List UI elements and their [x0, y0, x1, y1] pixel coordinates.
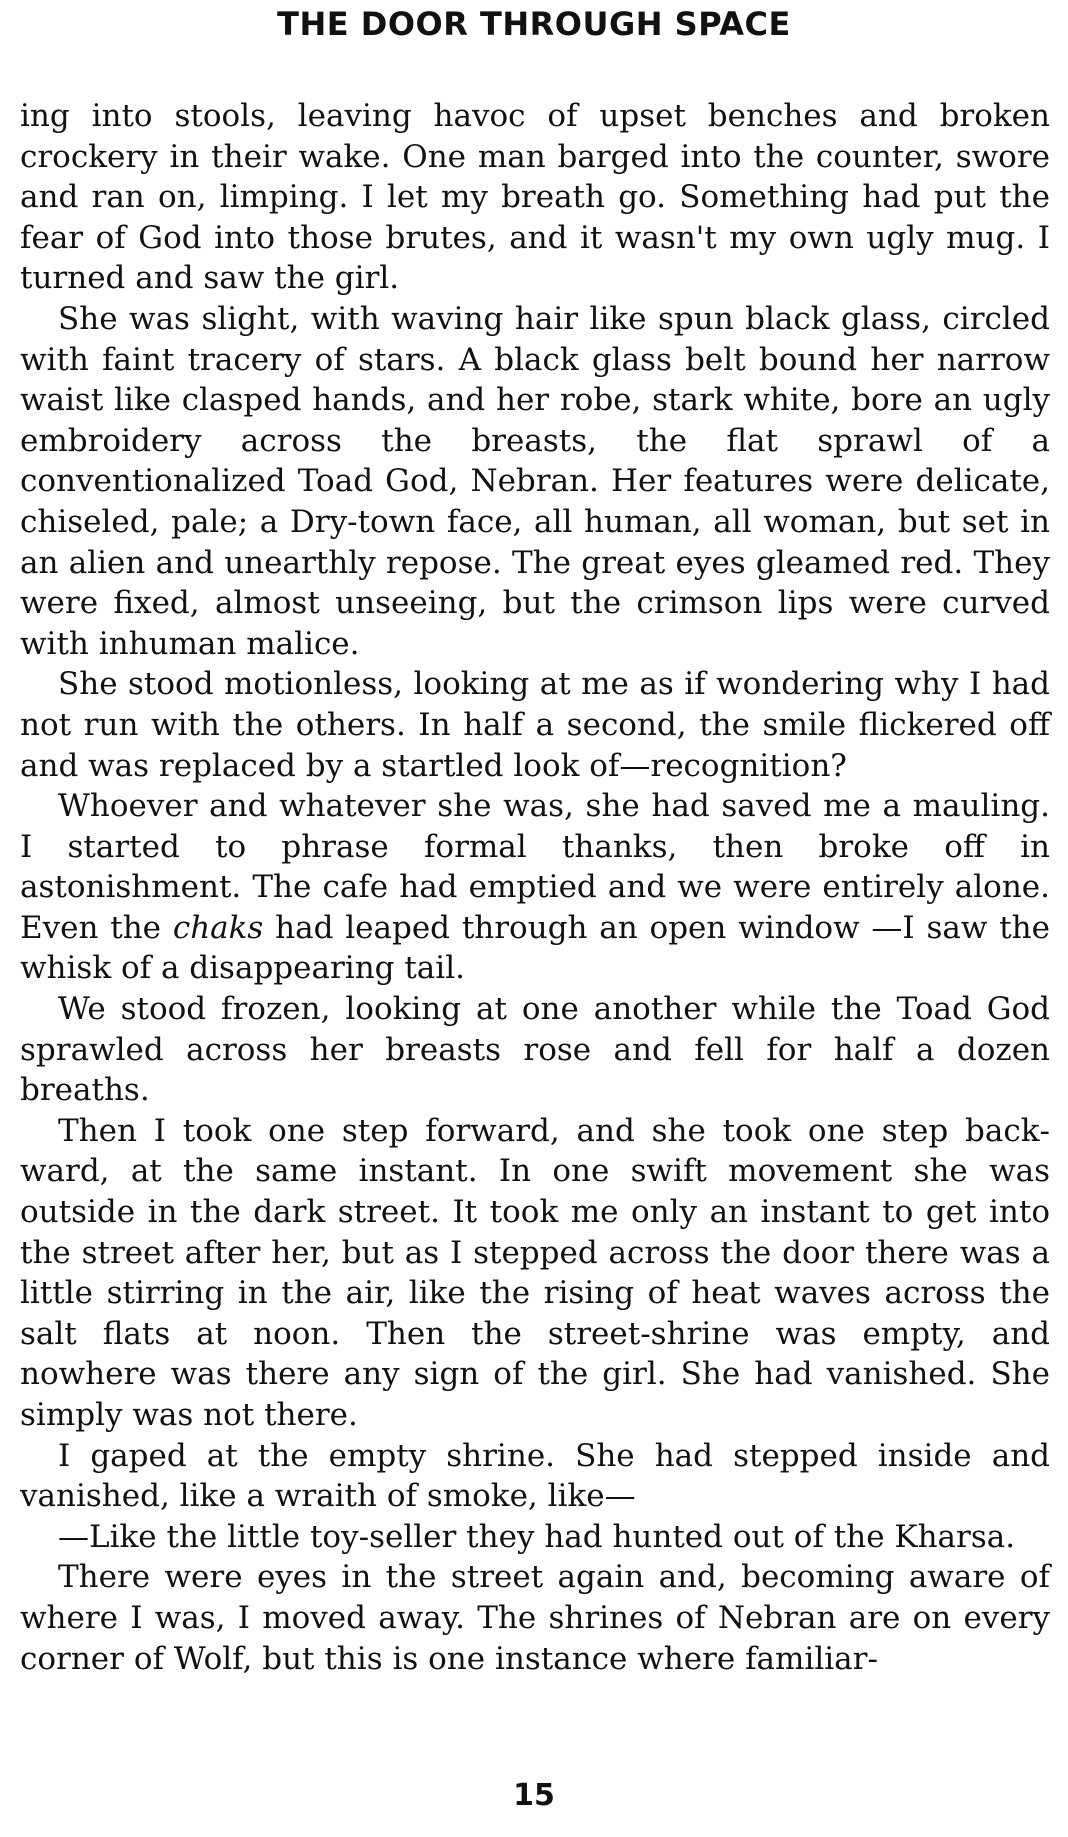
- paragraph-text: Whoever and whatever she was, she had saved me a mauling. I started to phrase formal thanks, then broke off in astonishment. The cafe had emptied and we were entirely alone. Even the: [20, 788, 1050, 946]
- running-title: THE DOOR THROUGH SPACE: [277, 5, 791, 43]
- paragraph: Then I took one step forward, and she took one step backward, at the same instant. In one swift movement she was outside in the dark street. It took me only an instant to get into the street after her, but as I stepped across the door there was a little stirring in the air, like the rising of heat waves across the salt flats at noon. Then the street-shrine was empty, and nowhere was there any sign of the girl. She had vanished. She simply was not there.: [20, 1112, 1050, 1433]
- paragraph: I gaped at the empty shrine. She had stepped inside and vanished, like a wraith of smoke, like—: [20, 1437, 1050, 1515]
- body-text: [20, 96, 1050, 1679]
- paragraph: She stood motionless, looking at me as if wondering why I had not run with the others. In half a second, the smile flickered off and was replaced by a startled look of—recognition?: [20, 666, 1050, 784]
- paragraph: She was slight, with waving hair like spun black glass, circled with faint tracery of stars. A black glass belt bound her narrow waist like clasped hands, and her robe, stark white, bore an ugly embroidery across the breasts, the flat sprawl of a conventionalized Toad God, Nebran. Her features were delicate, chiseled, pale; a Dry-town face, all human, all woman, but set in an alien and unearthly repose. The great eyes gleamed red. They were fixed, almost unseeing, but the crimson lips were curved with inhuman malice.: [20, 300, 1050, 662]
- paragraph-text: had leaped through an open window —I saw the whisk of a disappearing tail.: [20, 909, 1050, 987]
- page-number: 15: [513, 1778, 555, 1813]
- italic-word: chaks: [172, 909, 264, 946]
- paragraph: We stood frozen, looking at one another while the Toad God sprawled across her breasts rose and fell for half a dozen breaths.: [20, 991, 1050, 1109]
- paragraph: There were eyes in the street again and, becoming aware of where I was, I moved away. The shrines of Nebran are on every corner of Wolf, but this is one instance where familiar-: [20, 1559, 1050, 1677]
- paragraph: —Like the little toy-seller they had hunted out of the Kharsa.: [58, 1518, 1016, 1555]
- paragraph: [20, 786, 1050, 989]
- paragraph-continued: ing into stools, leaving havoc of upset benches and broken crockery in their wake. One man barged into the counter, swore and ran on, limping. I let my breath go. Something had put the fear of God into those brutes, and it wasn't my own ugly mug. I turned and saw the girl.: [20, 98, 1050, 297]
